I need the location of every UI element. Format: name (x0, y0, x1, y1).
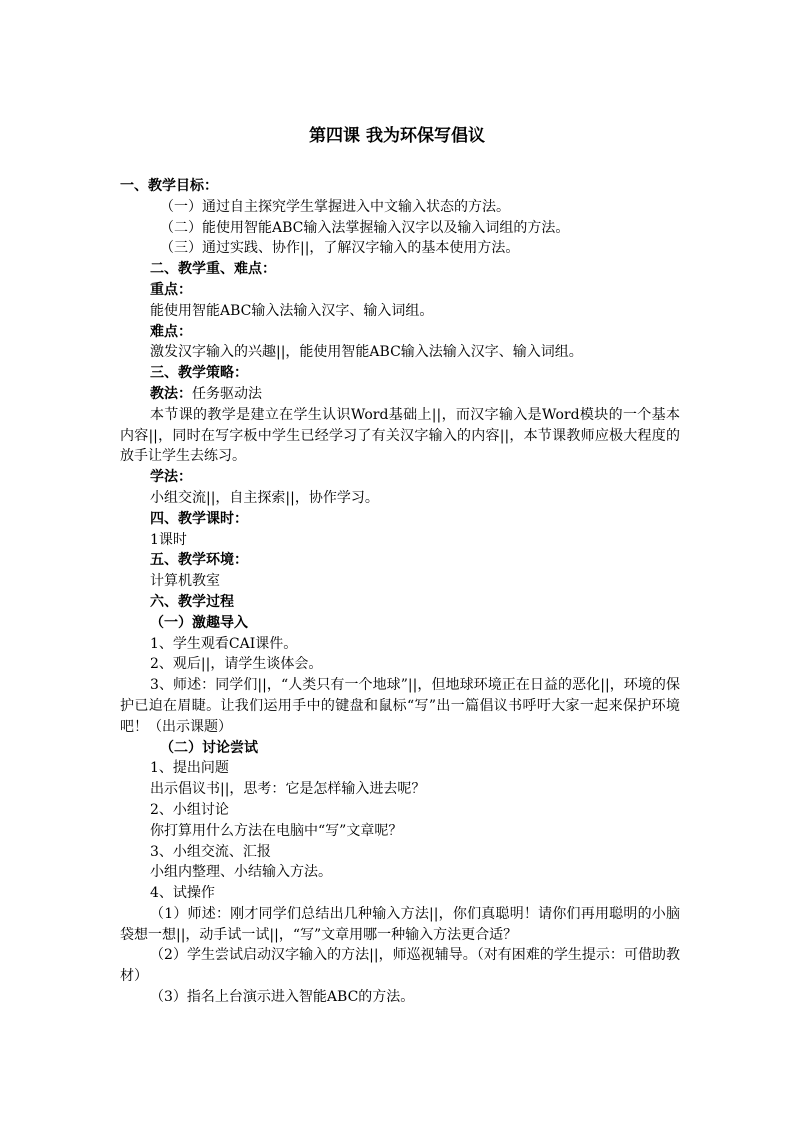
section-heading: 六、教学过程 (150, 593, 234, 610)
text-line: 小组交流||，自主探索||，协作学习。 (150, 489, 379, 506)
section-heading: 二、教学重、难点： (150, 261, 276, 278)
text-line: 小组内整理、小结输入方法。 (150, 864, 332, 881)
labeled-line (120, 384, 680, 405)
text-line: （3）指名上台演示进入智能ABC的方法。 (150, 989, 415, 1006)
label-value: 任务驱动法 (192, 385, 262, 402)
paragraph: 本节课的教学是建立在学生认识Word基础上||，而汉字输入是Word模块的一个基本内容||，同时在写字板中学生已经学习了有关汉字输入的内容||，本节课教师应极大程度的放手让学生去练习。 (120, 406, 680, 465)
text-line: 1、学生观看CAI课件。 (150, 635, 298, 652)
text-line: 2、观后||，请学生谈体会。 (150, 656, 323, 673)
section-heading: 三、教学策略： (150, 365, 248, 382)
text-line: 你打算用什么方法在电脑中“写”文章呢？ (150, 822, 403, 839)
section-heading: 难点： (150, 323, 192, 340)
paragraph: （1）师述：刚才同学们总结出几种输入方法||，你们真聪明！请你们再用聪明的小脑袋想一想||，动手试一试||，“写”文章用哪一种输入方法更合适？ (120, 905, 680, 943)
text-line: 2、小组讨论 (150, 801, 229, 818)
text-line: 3、小组交流、汇报 (150, 843, 271, 860)
section-heading: 五、教学环境： (150, 552, 248, 569)
section-heading: 学法： (150, 469, 192, 486)
label: 教法： (150, 385, 192, 402)
text-line: 激发汉字输入的兴趣||，能使用智能ABC输入法输入汉字、输入词组。 (150, 344, 583, 361)
text-line: 1课时 (150, 531, 187, 548)
section-heading: 重点： (150, 281, 192, 298)
document-body (120, 176, 680, 1008)
document-title: 第四课 我为环保写倡议 (309, 126, 485, 146)
section-heading: （一）激趣导入 (150, 614, 248, 631)
paragraph: 3、师述：同学们||，“人类只有一个地球”||，但地球环境正在日益的恶化||，环境的保护已迫在眉睫。让我们运用手中的键盘和鼠标“写”出一篇倡议书呼吁大家一起来保护环境吧！（出示课题） (120, 677, 680, 735)
text-line: （一）通过自主探究学生掌握进入中文输入状态的方法。 (160, 198, 510, 215)
text-line: （二）能使用智能ABC输入法掌握输入汉字以及输入词组的方法。 (160, 219, 570, 236)
text-line: 计算机教室 (150, 573, 220, 590)
text-line: 能使用智能ABC输入法输入汉字、输入词组。 (150, 302, 434, 319)
section-heading: 四、教学课时： (150, 510, 248, 527)
text-line: （三）通过实践、协作||，了解汉字输入的基本使用方法。 (160, 240, 520, 257)
section-heading: 一、教学目标： (120, 178, 218, 194)
section-heading: （二）讨论尝试 (160, 739, 258, 756)
paragraph: （2）学生尝试启动汉字输入的方法||，师巡视辅导。（对有困难的学生提示：可借助教材） (120, 947, 680, 985)
text-line: 1、提出问题 (150, 760, 229, 777)
text-line: 出示倡议书||，思考：它是怎样输入进去呢？ (150, 781, 426, 798)
text-line: 4、试操作 (150, 885, 215, 902)
